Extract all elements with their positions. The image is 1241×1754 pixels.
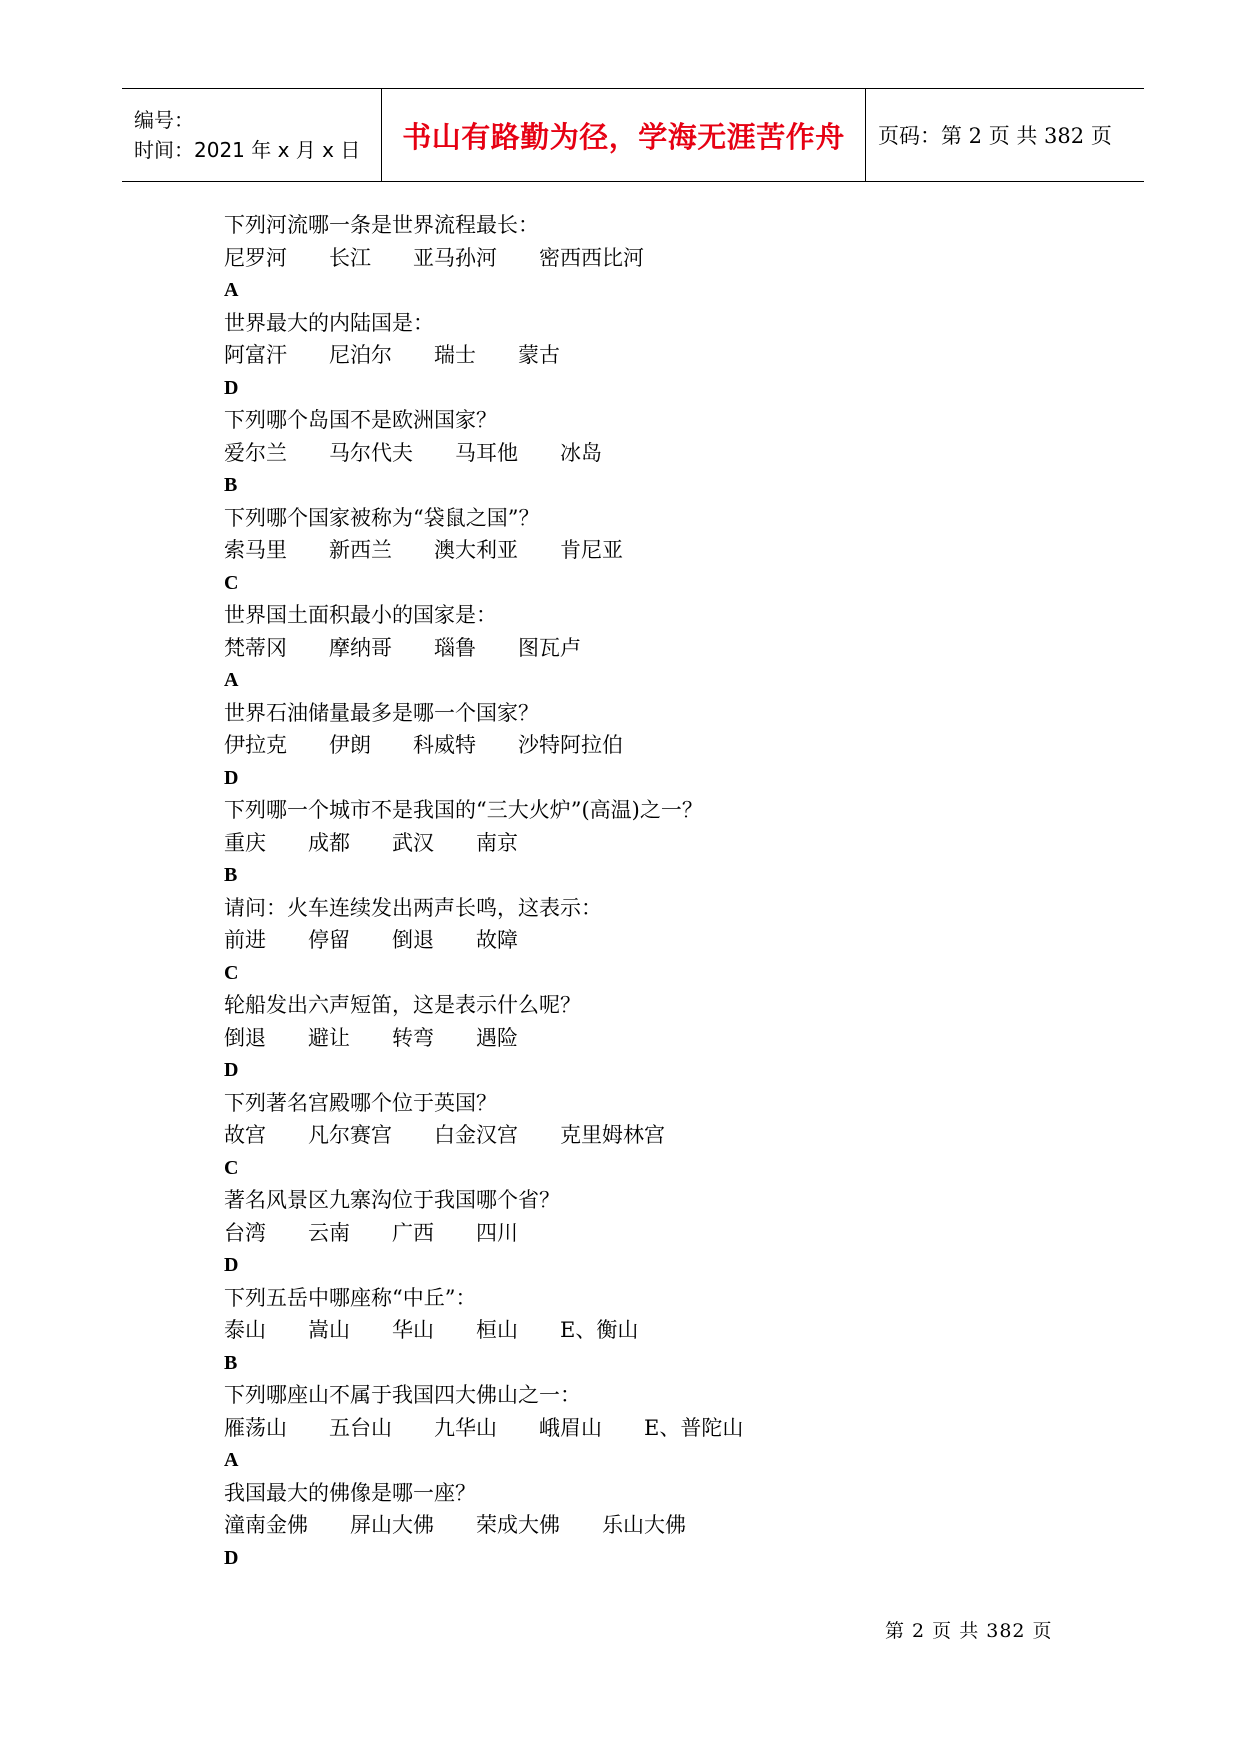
option-item: 肯尼亚	[560, 538, 623, 562]
option-item: 索马里	[224, 538, 287, 562]
option-row	[224, 242, 1084, 275]
answer-letter: C	[224, 961, 239, 984]
question-text: 下列五岳中哪座称“中丘”：	[224, 1285, 477, 1310]
option-row	[224, 1217, 1084, 1250]
option-item: 潼南金佛	[224, 1513, 308, 1537]
option-item: 遇险	[476, 1025, 518, 1050]
question-text: 下列著名宫殿哪个位于英国？	[224, 1090, 497, 1115]
option-item: 倒退	[392, 928, 434, 952]
question-text: 下列哪座山不属于我国四大佛山之一：	[224, 1383, 581, 1407]
option-item: 科威特	[413, 733, 476, 757]
option-item: 蒙古	[518, 343, 560, 367]
option-row	[224, 1314, 1084, 1347]
header-meta	[122, 89, 382, 181]
option-item: 梵蒂冈	[224, 635, 287, 660]
answer-letter: B	[224, 1351, 238, 1374]
option-row	[224, 1119, 1084, 1152]
page-footer: 第 2 页 共 382 页	[885, 1620, 1053, 1642]
option-item: 尼罗河	[224, 245, 287, 270]
answer-letter: D	[224, 766, 239, 789]
answer-letter: A	[224, 1449, 239, 1471]
option-item: 广西	[392, 1220, 434, 1245]
option-item: 亚马孙河	[413, 245, 497, 270]
option-item: 尼泊尔	[329, 343, 392, 367]
option-item: 冰岛	[560, 440, 602, 465]
answer-letter: D	[224, 1546, 239, 1569]
option-item: 乐山大佛	[602, 1513, 686, 1537]
option-item: 倒退	[224, 1025, 266, 1050]
option-item: 九华山	[434, 1415, 497, 1440]
question-text: 请问：火车连续发出两声长鸣，这表示：	[224, 895, 602, 920]
option-row	[224, 924, 1084, 957]
option-item: 南京	[476, 830, 518, 855]
option-item: 摩纳哥	[329, 635, 392, 660]
option-item: 屏山大佛	[350, 1513, 434, 1537]
question-text: 下列河流哪一条是世界流程最长：	[224, 213, 539, 237]
answer-letter: A	[224, 669, 239, 691]
option-row	[224, 827, 1084, 860]
option-item: 武汉	[392, 830, 434, 855]
option-item: E、普陀山	[644, 1415, 744, 1440]
question-text: 下列哪个岛国不是欧洲国家？	[224, 408, 497, 432]
answer-letter: B	[224, 864, 238, 886]
answer-letter: D	[224, 1254, 239, 1276]
question-text: 世界石油储量最多是哪一个国家？	[224, 700, 539, 725]
option-item: 克里姆林宫	[560, 1123, 665, 1147]
option-row	[224, 632, 1084, 665]
option-item: 新西兰	[329, 538, 392, 562]
option-item: 故宫	[224, 1123, 266, 1147]
option-item: 嵩山	[308, 1318, 350, 1342]
page-info: 页码：第 2 页 共 382 页	[878, 124, 1112, 148]
option-item: 故障	[476, 928, 518, 952]
option-item: 图瓦卢	[518, 635, 581, 660]
question-text: 著名风景区九寨沟位于我国哪个省？	[224, 1188, 560, 1212]
option-item: 台湾	[224, 1220, 266, 1245]
option-item: 马耳他	[455, 440, 518, 465]
question-text: 下列哪个国家被称为“袋鼠之国”？	[224, 505, 540, 530]
option-item: 荣成大佛	[476, 1513, 560, 1537]
option-row	[224, 1022, 1084, 1055]
option-item: 四川	[476, 1220, 518, 1245]
option-row	[224, 534, 1084, 567]
question-text: 下列哪一个城市不是我国的“三大火炉”(高温)之一？	[224, 798, 703, 822]
time-label: 时间：2021 年 x 月 x 日	[134, 138, 361, 162]
option-item: 伊拉克	[224, 733, 287, 757]
option-item: 转弯	[392, 1025, 434, 1050]
answer-letter: A	[224, 279, 239, 301]
option-item: 峨眉山	[539, 1415, 602, 1440]
option-item: 阿富汗	[224, 343, 287, 367]
question-list	[224, 209, 1084, 1574]
option-item: 雁荡山	[224, 1415, 287, 1440]
option-item: 沙特阿拉伯	[518, 733, 623, 757]
answer-letter: D	[224, 376, 239, 399]
header-page-cell	[866, 89, 1144, 181]
option-item: 白金汉宫	[434, 1123, 518, 1147]
question-text: 世界最大的内陆国是：	[224, 310, 434, 335]
option-item: 成都	[308, 830, 350, 855]
answer-letter: B	[224, 474, 238, 496]
option-item: 伊朗	[329, 733, 371, 757]
option-row	[224, 437, 1084, 470]
option-row	[224, 729, 1084, 762]
option-row	[224, 1412, 1084, 1445]
option-item: 重庆	[224, 830, 266, 855]
answer-letter: C	[224, 1156, 239, 1179]
option-item: 澳大利亚	[434, 538, 518, 562]
option-item: 停留	[308, 928, 350, 952]
answer-letter: D	[224, 1059, 239, 1081]
option-item: 避让	[308, 1025, 350, 1050]
option-item: 瑙鲁	[434, 635, 476, 660]
option-item: 密西西比河	[539, 245, 644, 270]
option-row	[224, 339, 1084, 372]
motto: 书山有路勤为径，学海无涯苦作舟	[402, 119, 845, 154]
number-label: 编号：	[134, 108, 194, 132]
option-item: 华山	[392, 1318, 434, 1342]
option-item: 泰山	[224, 1318, 266, 1342]
option-item: 前进	[224, 928, 266, 952]
option-item: 云南	[308, 1220, 350, 1245]
option-item: E、衡山	[560, 1318, 639, 1342]
option-item: 长江	[329, 245, 371, 270]
option-item: 瑞士	[434, 343, 476, 367]
question-text: 轮船发出六声短笛，这是表示什么呢？	[224, 993, 581, 1017]
option-item: 桓山	[476, 1318, 518, 1342]
option-item: 马尔代夫	[329, 440, 413, 465]
option-item: 凡尔赛宫	[308, 1123, 392, 1147]
answer-letter: C	[224, 571, 239, 594]
header-motto-cell	[382, 89, 866, 181]
option-item: 五台山	[329, 1415, 392, 1440]
page-header	[122, 88, 1144, 182]
option-row	[224, 1509, 1084, 1542]
question-text: 世界国土面积最小的国家是：	[224, 603, 497, 627]
question-text: 我国最大的佛像是哪一座？	[224, 1480, 476, 1505]
option-item: 爱尔兰	[224, 440, 287, 465]
